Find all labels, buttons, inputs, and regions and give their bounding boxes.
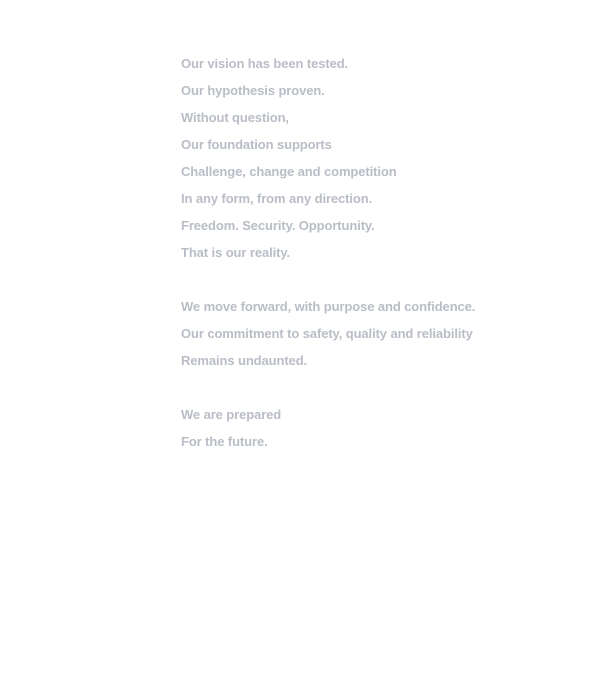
poem-line: Our hypothesis proven. xyxy=(181,83,325,98)
poem-line: Remains undaunted. xyxy=(181,353,308,368)
stanza-3 xyxy=(181,401,581,455)
poem-line: For the future. xyxy=(181,434,268,449)
poem-line: That is our reality. xyxy=(181,245,291,260)
poem-line: We move forward, with purpose and confidence. xyxy=(181,299,476,314)
poem-line: Challenge, change and competition xyxy=(181,164,397,179)
poem-line: Our vision has been tested. xyxy=(181,56,349,71)
poem-line: Our commitment to safety, quality and reliability xyxy=(181,326,473,341)
stanza-1 xyxy=(181,50,581,266)
poem-text-block xyxy=(181,50,581,482)
poem-line: Our foundation supports xyxy=(181,137,332,152)
poem-line: Without question, xyxy=(181,110,289,125)
poem-line: Freedom. Security. Opportunity. xyxy=(181,218,375,233)
poem-line: In any form, from any direction. xyxy=(181,191,373,206)
stanza-2 xyxy=(181,293,581,374)
poem-line: We are prepared xyxy=(181,407,282,422)
